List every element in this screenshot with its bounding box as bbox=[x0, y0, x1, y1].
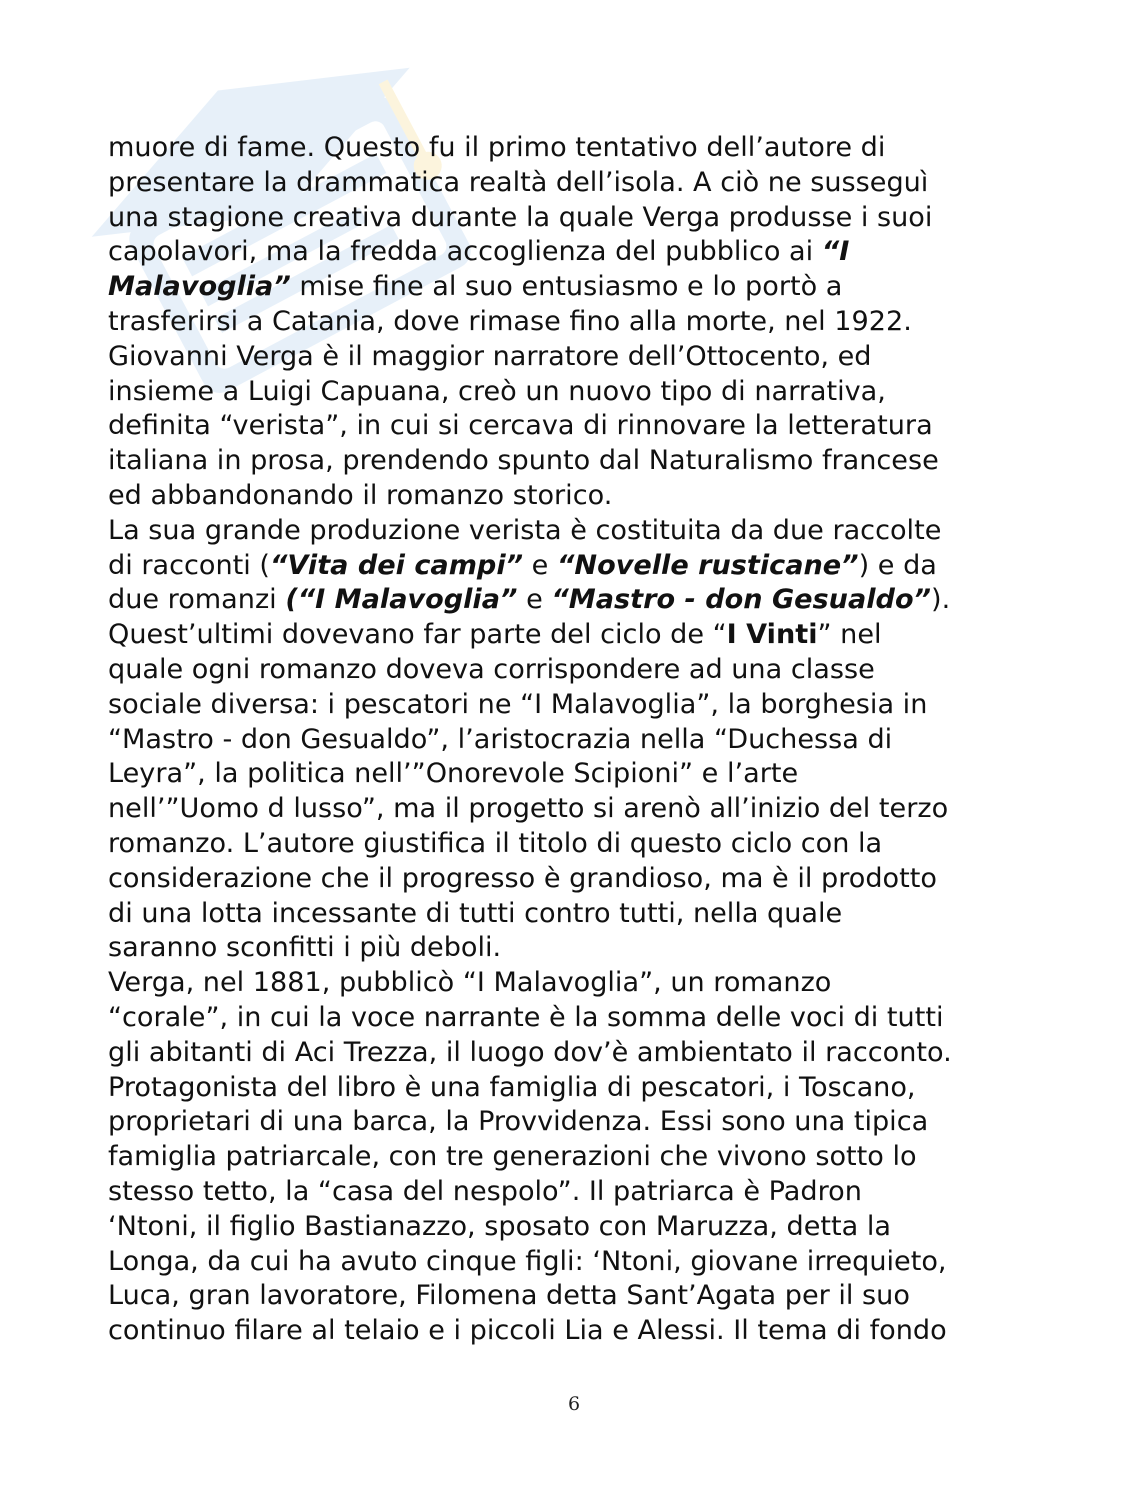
text-line: trasferirsi a Catania, dove rimase fino alla morte, nel 1922. bbox=[108, 305, 912, 337]
text-line: gli abitanti di Aci Trezza, il luogo dov’è ambientato il racconto. bbox=[108, 1036, 952, 1068]
text-line: “corale”, in cui la voce narrante è la somma delle voci di tutti bbox=[108, 1001, 944, 1033]
text-line: capolavori, ma la fredda accoglienza del pubblico ai “I bbox=[108, 236, 850, 268]
page-number: 6 bbox=[567, 1393, 581, 1415]
text-line: stesso tetto, la “casa del nespolo”. Il patriarca è Padron bbox=[108, 1175, 862, 1207]
text-line: italiana in prosa, prendendo spunto dal Naturalismo francese bbox=[108, 445, 939, 477]
text-line: sociale diversa: i pescatori ne “I Malavoglia”, la borghesia in bbox=[108, 688, 928, 720]
text-line: definita “verista”, in cui si cercava di rinnovare la letteratura bbox=[108, 410, 933, 442]
text-line: insieme a Luigi Capuana, creò un nuovo tipo di narrativa, bbox=[108, 375, 886, 407]
text-line: nell’”Uomo d lusso”, ma il progetto si arenò all’inizio del terzo bbox=[108, 793, 949, 825]
text-line: presentare la drammatica realtà dell’isola. A ciò ne susseguì bbox=[108, 166, 929, 198]
text-line: considerazione che il progresso è grandioso, ma è il prodotto bbox=[108, 862, 937, 894]
text-line: di racconti (“Vita dei campi” e “Novelle rusticane”) e da bbox=[108, 549, 937, 581]
text-line: Verga, nel 1881, pubblicò “I Malavoglia”, un romanzo bbox=[108, 967, 832, 999]
text-line: due romanzi (“I Malavoglia” e “Mastro - don Gesualdo”). bbox=[108, 584, 951, 616]
text-line: saranno sconfitti i più deboli. bbox=[108, 932, 502, 964]
text-line: muore di fame. Questo fu il primo tentativo dell’autore di bbox=[108, 132, 886, 163]
text-line: Leyra”, la politica nell’”Onorevole Scipioni” e l’arte bbox=[108, 758, 799, 790]
text-line: La sua grande produzione verista è costituita da due raccolte bbox=[108, 514, 942, 546]
text-line: Luca, gran lavoratore, Filomena detta Sant’Agata per il suo bbox=[108, 1280, 910, 1312]
text-line: ed abbandonando il romanzo storico. bbox=[108, 479, 613, 511]
text-line: romanzo. L’autore giustifica il titolo di questo ciclo con la bbox=[108, 827, 883, 859]
document-body bbox=[108, 131, 1068, 1349]
text-line: Longa, da cui ha avuto cinque figli: ‘Ntoni, giovane irrequieto, bbox=[108, 1245, 947, 1277]
text-line: una stagione creativa durante la quale Verga produsse i suoi bbox=[108, 201, 933, 233]
text-line: Quest’ultimi dovevano far parte del ciclo de “I Vinti” nel bbox=[108, 619, 882, 651]
text-line: quale ogni romanzo doveva corrispondere ad una classe bbox=[108, 653, 875, 685]
text-line: ‘Ntoni, il figlio Bastianazzo, sposato con Maruzza, detta la bbox=[108, 1210, 891, 1242]
text-line: Malavoglia” mise fine al suo entusiasmo e lo portò a bbox=[108, 271, 843, 303]
text-line: di una lotta incessante di tutti contro tutti, nella quale bbox=[108, 897, 843, 929]
text-line: continuo filare al telaio e i piccoli Lia e Alessi. Il tema di fondo bbox=[108, 1315, 947, 1347]
text-line: famiglia patriarcale, con tre generazioni che vivono sotto lo bbox=[108, 1141, 917, 1173]
text-line: proprietari di una barca, la Provvidenza. Essi sono una tipica bbox=[108, 1106, 929, 1138]
text-line: “Mastro - don Gesualdo”, l’aristocrazia nella “Duchessa di bbox=[108, 723, 893, 755]
text-line: Giovanni Verga è il maggior narratore dell’Ottocento, ed bbox=[108, 340, 872, 372]
text-line: Protagonista del libro è una famiglia di pescatori, i Toscano, bbox=[108, 1071, 916, 1103]
